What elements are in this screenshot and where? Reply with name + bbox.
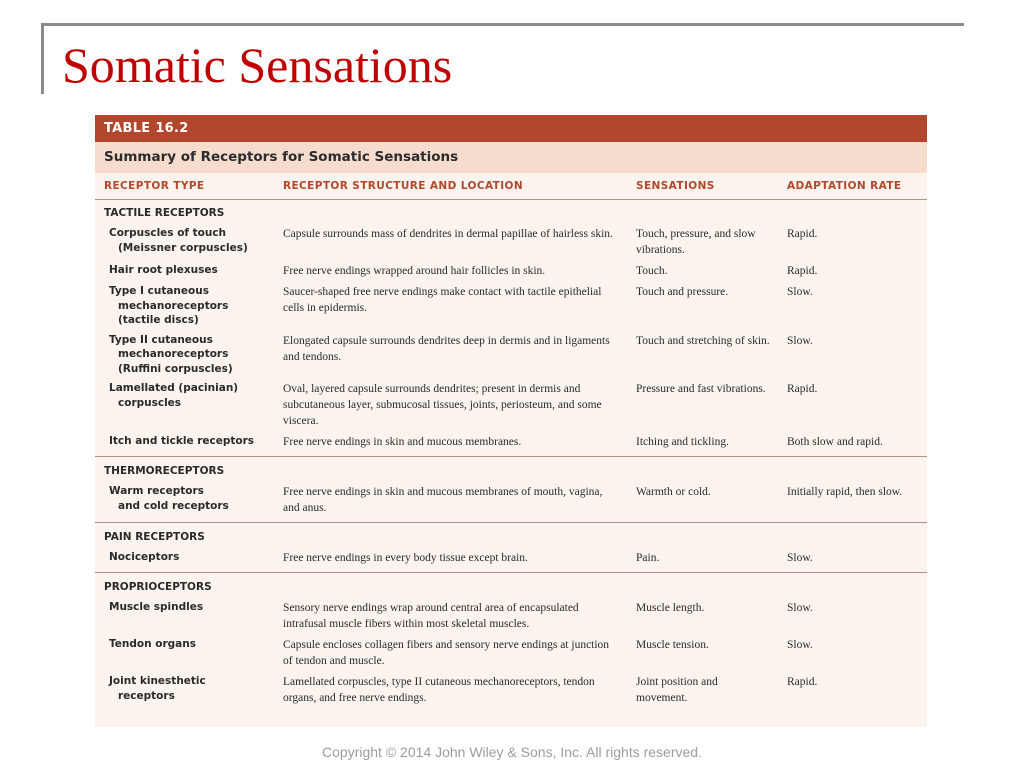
receptor-type-line: (tactile discs) — [118, 314, 199, 326]
header-sensations: SENSATIONS — [627, 173, 778, 200]
structure-location-cell: Elongated capsule surrounds dendrites deep in dermis and in ligaments and tendons. — [283, 334, 610, 363]
receptor-summary-table — [95, 173, 927, 708]
structure-location-cell: Sensory nerve endings wrap around central area of encapsulated intrafusal muscle fibers within most skeletal muscles. — [283, 602, 579, 630]
sensations-cell: Touch. — [636, 265, 668, 277]
table-row — [95, 260, 927, 281]
receptor-table — [95, 115, 927, 727]
receptor-type-line: (Meissner corpuscles) — [118, 241, 248, 254]
sensations-cell: Joint position and movement. — [636, 676, 718, 704]
adaptation-rate-cell: Slow. — [787, 334, 813, 347]
receptor-type-cell — [95, 597, 274, 634]
receptor-type-line: receptors — [118, 689, 175, 702]
structure-location-cell: Free nerve endings in every body tissue except brain. — [274, 547, 627, 573]
slide-title: Somatic Sensations — [62, 37, 453, 93]
adaptation-rate-cell: Rapid. — [787, 265, 818, 277]
header-receptor-type: RECEPTOR TYPE — [95, 173, 274, 200]
category-label: PROPRIOCEPTORS — [104, 581, 212, 593]
table-row — [95, 330, 927, 379]
sensations-cell: Warmth or cold. — [627, 481, 778, 523]
receptor-type-line: Corpuscles of touch — [109, 227, 227, 239]
receptor-type-line: Muscle spindles — [109, 601, 204, 613]
table-row — [95, 481, 927, 523]
adaptation-rate-cell: Slow. — [787, 286, 813, 298]
table-body — [95, 200, 927, 709]
receptor-type-cell — [95, 431, 274, 457]
frame-left-rule — [41, 23, 44, 94]
header-row — [95, 173, 927, 200]
receptor-type-cell — [95, 281, 274, 330]
category-row — [95, 573, 927, 598]
table-row — [95, 431, 927, 457]
sensations-cell: Itching and tickling. — [627, 431, 778, 457]
table-row — [95, 671, 927, 708]
receptor-type-cell — [95, 378, 274, 431]
adaptation-rate-cell: Rapid. — [787, 676, 818, 688]
receptor-type-cell — [95, 481, 274, 523]
receptor-type-line: Hair root plexuses — [109, 264, 218, 276]
table-row — [95, 223, 927, 260]
receptor-type-line: Type I cutaneous — [109, 285, 209, 297]
structure-location-cell: Free nerve endings in skin and mucous membranes of mouth, vagina, and anus. — [274, 481, 627, 523]
receptor-type-cell — [95, 634, 274, 671]
structure-location-cell: Free nerve endings wrapped around hair follicles in skin. — [283, 265, 546, 277]
receptor-type-cell — [95, 260, 274, 281]
structure-location-cell: Lamellated corpuscles, type II cutaneous mechanoreceptors, tendon organs, and free nerve endings. — [283, 676, 595, 704]
receptor-type-cell — [95, 330, 274, 379]
adaptation-rate-cell: Slow. — [778, 547, 927, 573]
receptor-type-line: corpuscles — [118, 396, 182, 409]
sensations-cell: Touch and stretching of skin. — [636, 334, 770, 347]
table-number-label: TABLE 16.2 — [95, 115, 927, 142]
adaptation-rate-cell: Slow. — [787, 602, 813, 614]
receptor-type-line: Joint kinesthetic — [109, 675, 206, 687]
table-row — [95, 547, 927, 573]
table-header — [95, 173, 927, 200]
receptor-type-line: Lamellated (pacinian) — [109, 382, 239, 394]
category-label: TACTILE RECEPTORS — [104, 207, 225, 219]
category-row — [95, 523, 927, 548]
adaptation-rate-cell: Rapid. — [787, 228, 818, 240]
copyright-notice: Copyright © 2014 John Wiley & Sons, Inc. All rights reserved. — [322, 744, 702, 760]
structure-location-cell: Saucer-shaped free nerve endings make contact with tactile epithelial cells in epidermis. — [283, 286, 602, 314]
receptor-type-line: Itch and tickle receptors — [109, 435, 255, 447]
category-label: THERMORECEPTORS — [104, 465, 225, 477]
category-row — [95, 457, 927, 482]
structure-location-cell: Oval, layered capsule surrounds dendrites; present in dermis and subcutaneous layer, submucosal tissues, joints, periosteum, and some viscera. — [283, 383, 602, 427]
table-row — [95, 634, 927, 671]
table-row — [95, 281, 927, 330]
adaptation-rate-cell: Initially rapid, then slow. — [778, 481, 927, 523]
category-row — [95, 200, 927, 224]
table-row — [95, 378, 927, 431]
sensations-cell: Pain. — [627, 547, 778, 573]
table-row — [95, 597, 927, 634]
receptor-type-line: (Ruffini corpuscles) — [118, 362, 233, 375]
structure-location-cell: Capsule encloses collagen fibers and sensory nerve endings at junction of tendon and muscle. — [283, 639, 610, 667]
header-adaptation-rate: ADAPTATION RATE — [778, 173, 927, 200]
sensations-cell: Muscle tension. — [636, 639, 709, 651]
receptor-type-line: Tendon organs — [109, 638, 196, 650]
sensations-cell: Touch and pressure. — [636, 286, 729, 298]
adaptation-rate-cell: Rapid. — [787, 383, 818, 395]
receptor-type-cell — [95, 671, 274, 708]
receptor-type-cell — [95, 223, 274, 260]
receptor-type-cell — [95, 547, 274, 573]
category-label: PAIN RECEPTORS — [104, 531, 205, 543]
receptor-type-line: and cold receptors — [118, 499, 229, 512]
structure-location-cell: Free nerve endings in skin and mucous membranes. — [274, 431, 627, 457]
adaptation-rate-cell: Slow. — [787, 639, 813, 651]
adaptation-rate-cell: Both slow and rapid. — [778, 431, 927, 457]
receptor-type-line: mechanoreceptors — [118, 348, 229, 360]
table-caption: Summary of Receptors for Somatic Sensations — [95, 142, 927, 173]
receptor-type-line: Warm receptors — [109, 485, 204, 497]
sensations-cell: Touch, pressure, and slow vibrations. — [636, 228, 756, 256]
frame-top-rule — [41, 23, 964, 26]
structure-location-cell: Capsule surrounds mass of dendrites in dermal papillae of hairless skin. — [283, 228, 613, 240]
receptor-type-line: mechanoreceptors — [118, 299, 229, 312]
receptor-type-line: Nociceptors — [109, 551, 180, 563]
sensations-cell: Pressure and fast vibrations. — [636, 383, 766, 395]
header-structure-location: RECEPTOR STRUCTURE AND LOCATION — [274, 173, 627, 200]
receptor-type-line: Type II cutaneous — [109, 333, 213, 346]
sensations-cell: Muscle length. — [636, 602, 705, 614]
